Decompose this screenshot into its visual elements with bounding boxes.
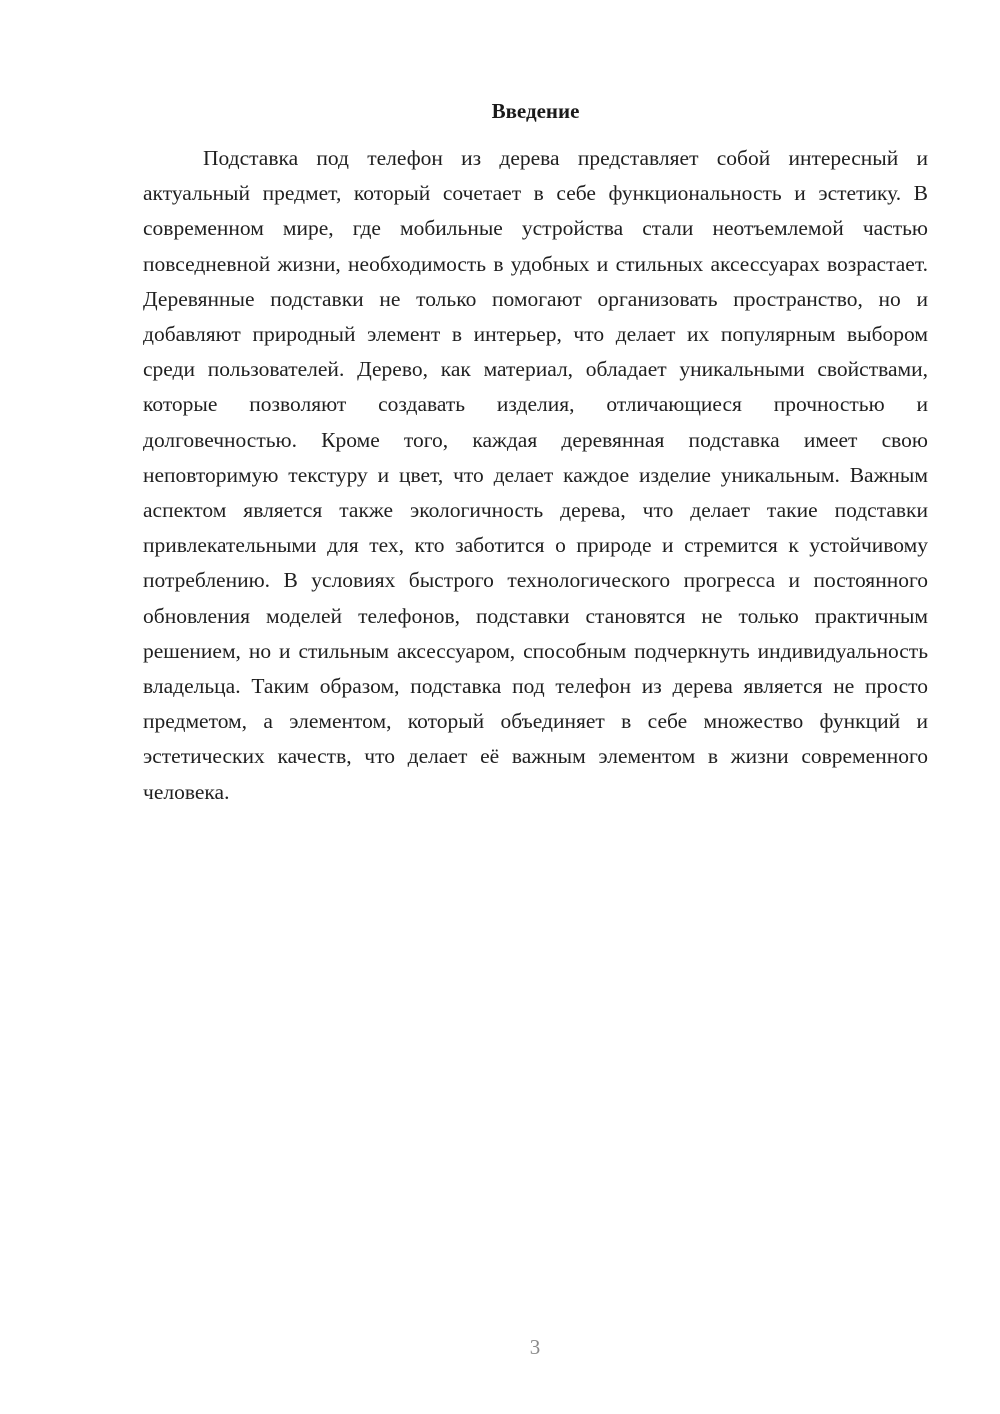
page-number: 3 (529, 1335, 541, 1359)
body-paragraph: Подставка под телефон из дерева представляет собой интересный и актуальный предмет, который сочетает в себе функциональность и эстетику. В современном мире, где мобильные устройства стали неотъемлемой частью повседневной жизни, необходимость в удобных и стильных аксессуарах возрастает. Деревянные подставки не только помогают организовать пространство, но и добавляют природный элемент в интерьер, что делает их популярным выбором среди пользователей. Дерево, как материал, обладает уникальными свойствами, которые позволяют создавать изделия, отличающиеся прочностью и долговечностью. Кроме того, каждая деревянная подставка имеет свою неповторимую текстуру и цвет, что делает каждое изделие уникальным. Важным аспектом является также экологичность дерева, что делает такие подставки привлекательными для тех, кто заботится о природе и стремится к устойчивому потреблению. В условиях быстрого технологического прогресса и постоянного обновления моделей телефонов, подставки становятся не только практичным решением, но и стильным аксессуаром, способным подчеркнуть индивидуальность владельца. Таким образом, подставка под телефон из дерева является не просто предметом, а элементом, который объединяет в себе множество функций и эстетических качеств, что делает её важным элементом в жизни современного человека. (143, 146, 928, 804)
section-heading: Введение (491, 99, 580, 123)
